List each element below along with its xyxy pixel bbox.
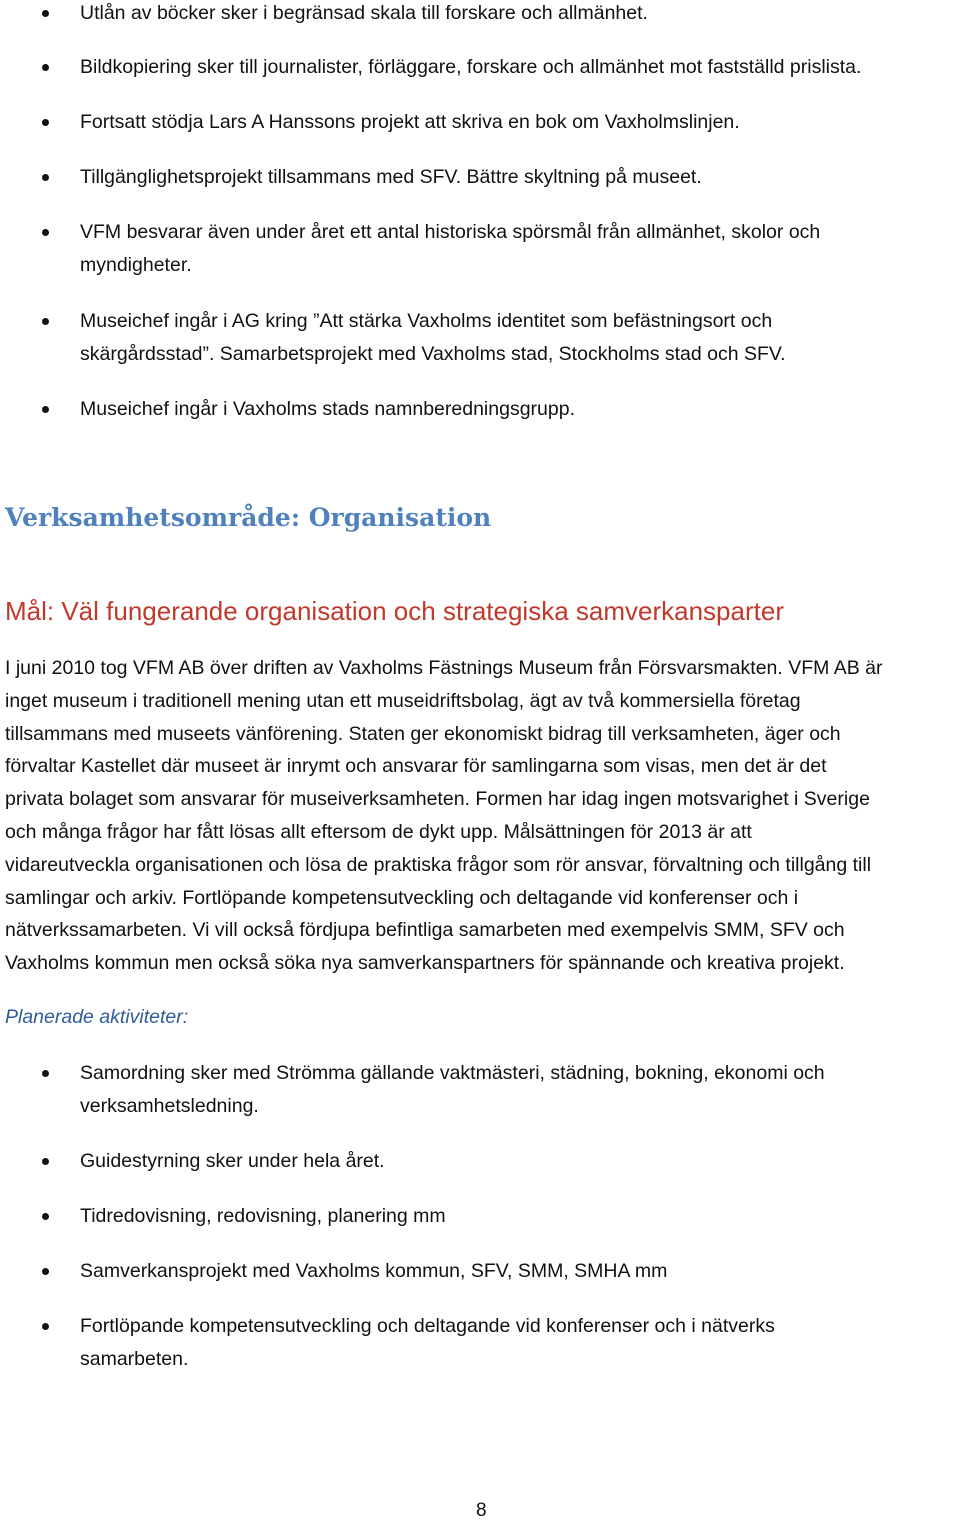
- list-item-text: Museichef ingår i Vaxholms stads namnberedningsgrupp.: [80, 398, 575, 420]
- list-item-text: VFM besvarar även under året ett antal historiska spörsmål från allmänhet, skolor och: [80, 221, 821, 243]
- bullet-icon: [42, 1323, 49, 1330]
- list-item-text: Utlån av böcker sker i begränsad skala till forskare och allmänhet.: [80, 2, 648, 24]
- bullet-icon: [42, 1070, 49, 1077]
- section-heading: Verksamhetsområde: Organisation: [5, 503, 492, 532]
- bullet-icon: [42, 318, 49, 325]
- list-item-text: Tidredovisning, redovisning, planering mm: [80, 1205, 446, 1227]
- paragraph-line: privata bolaget som ansvarar för museiverksamheten. Formen har idag ingen motsvarighet i Sverige: [5, 788, 870, 811]
- planned-activities-label: Planerade aktiviteter:: [5, 1006, 189, 1028]
- page-number: 8: [476, 1500, 487, 1521]
- list-item-text: Tillgänglighetsprojekt tillsammans med SFV. Bättre skyltning på museet.: [80, 166, 702, 188]
- bullet-icon: [42, 229, 49, 236]
- paragraph-line: förvaltar Kastellet där museet är inrymt och ansvarar för samlingarna som visas, men det är det: [5, 755, 827, 778]
- bullet-icon: [42, 119, 49, 126]
- bullet-icon: [42, 1213, 49, 1220]
- body-paragraph: [5, 652, 960, 980]
- paragraph-line: inget museum i traditionell mening utan ett museidriftsbolag, ägt av två kommersiella företag: [5, 689, 801, 712]
- list-item-text: Samordning sker med Strömma gällande vaktmästeri, städning, bokning, ekonomi och: [80, 1062, 825, 1084]
- bullet-icon: [42, 174, 49, 181]
- bullet-icon: [42, 64, 49, 71]
- list-item-text: Samverkansprojekt med Vaxholms kommun, SFV, SMM, SMHA mm: [80, 1260, 668, 1282]
- paragraph-line: Vaxholms kommun men också söka nya samverkanspartners för spännande och kreativa projekt.: [5, 952, 845, 975]
- goal-heading: Mål: Väl fungerande organisation och strategiska samverkansparter: [5, 596, 784, 626]
- list-item-text: verksamhetsledning.: [80, 1095, 259, 1117]
- bullet-icon: [42, 406, 49, 413]
- bullet-icon: [42, 1158, 49, 1165]
- list-item-text: Fortsatt stödja Lars A Hanssons projekt att skriva en bok om Vaxholmslinjen.: [80, 111, 740, 133]
- paragraph-line: I juni 2010 tog VFM AB över driften av Vaxholms Fästnings Museum från Försvarsmakten. VFM AB är: [5, 657, 883, 679]
- paragraph-line: och många frågor har fått lösas allt eftersom de dykt upp. Målsättningen för 2013 är att: [5, 820, 752, 843]
- list-item-text: Bildkopiering sker till journalister, förläggare, forskare och allmänhet mot fastställd prislista.: [80, 56, 862, 78]
- bullet-icon: [42, 1268, 49, 1275]
- list-item-text: Fortlöpande kompetensutveckling och deltagande vid konferenser och i nätverks: [80, 1315, 775, 1337]
- paragraph-line: vidareutveckla organisationen och lösa de praktiska frågor som rör ansvar, förvaltning och tillgång till: [5, 853, 872, 876]
- bullet-icon: [42, 10, 49, 17]
- paragraph-line: nätverkssamarbeten. Vi vill också fördjupa befintliga samarbeten med exempelvis SMM, SFV och: [5, 919, 845, 942]
- paragraph-line: tillsammans med museets vänförening. Staten ger ekonomiskt bidrag till verksamheten, äger och: [5, 722, 841, 745]
- list-item-text: myndigheter.: [80, 254, 192, 276]
- paragraph-line: samlingar och arkiv. Fortlöpande kompetensutveckling och deltagande vid konferenser och i: [5, 886, 799, 909]
- list-item-text: Guidestyrning sker under hela året.: [80, 1150, 385, 1172]
- list-item-text: skärgårdsstad”. Samarbetsprojekt med Vaxholms stad, Stockholms stad och SFV.: [80, 343, 786, 365]
- list-item-text: Museichef ingår i AG kring ”Att stärka Vaxholms identitet som befästningsort och: [80, 310, 773, 332]
- list-item-text: samarbeten.: [80, 1348, 189, 1370]
